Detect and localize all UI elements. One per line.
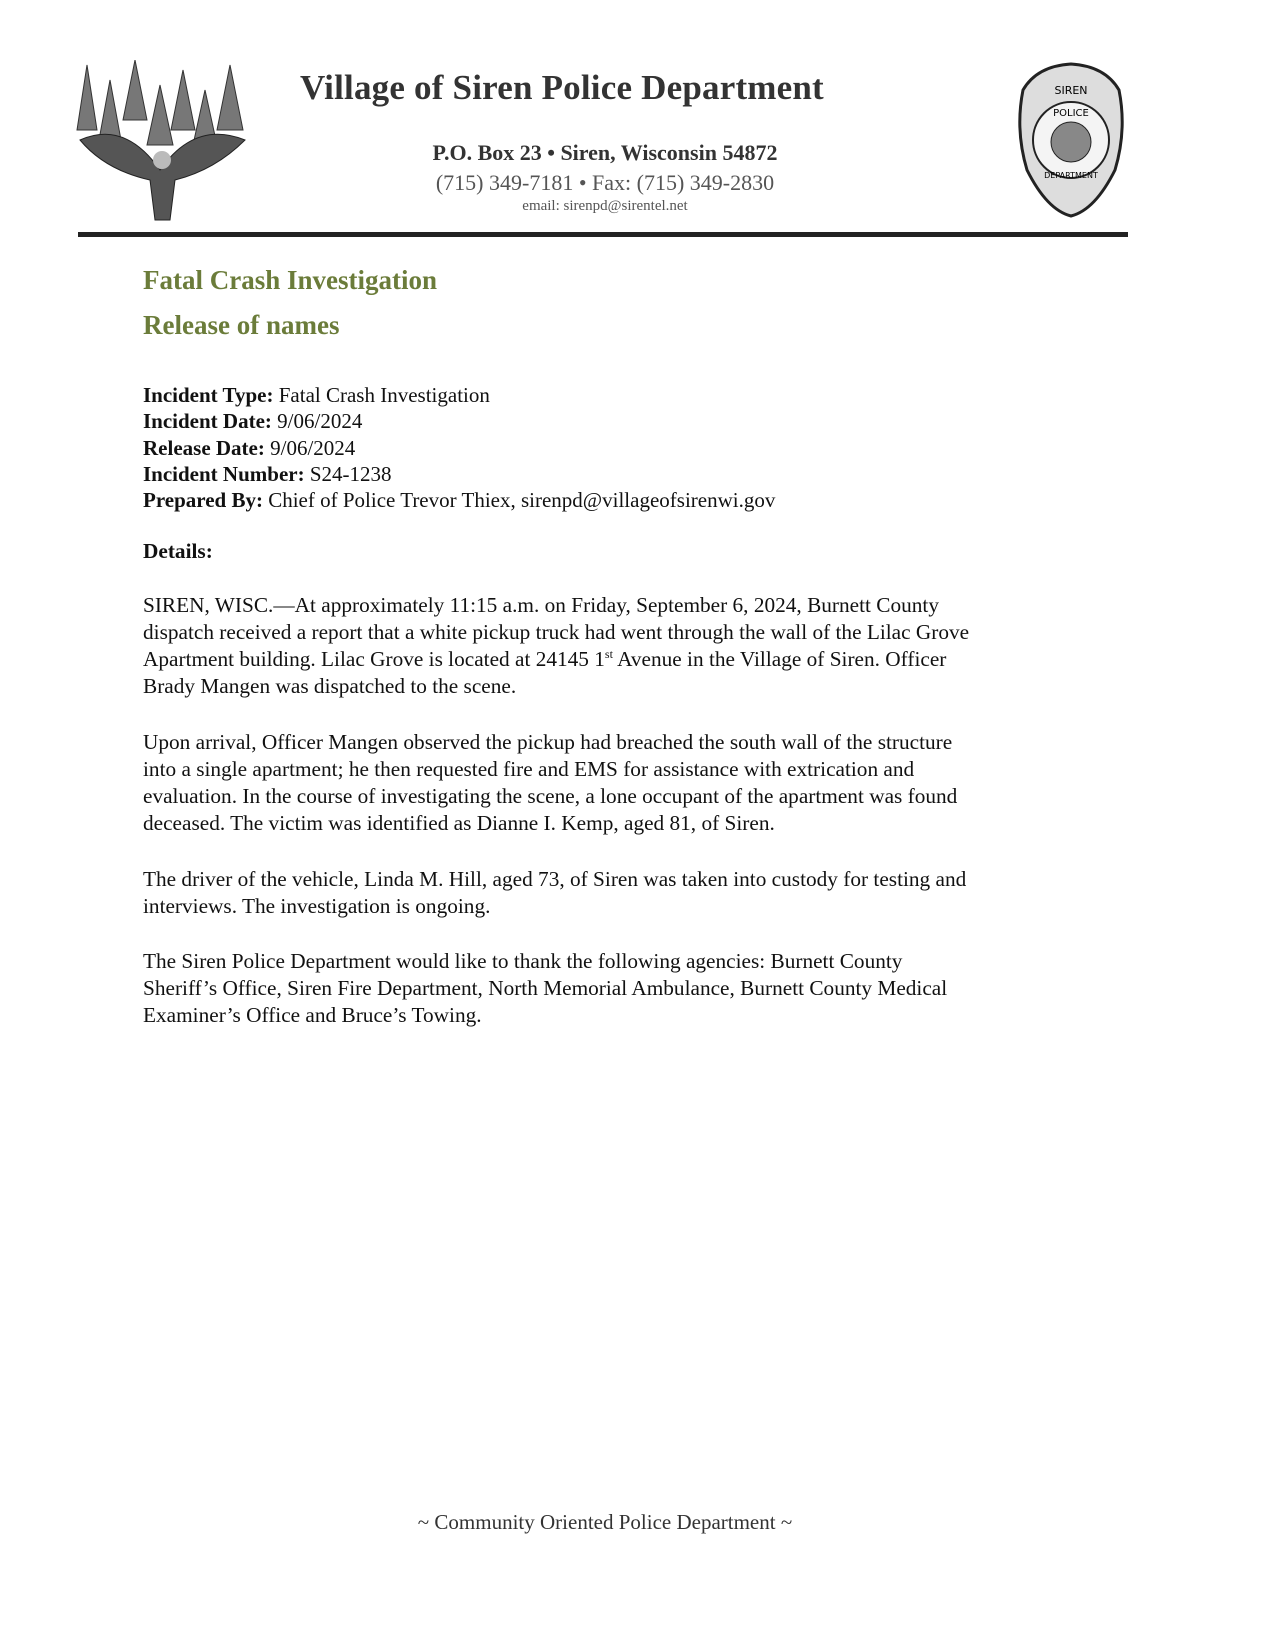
text-line: The driver of the vehicle, Linda M. Hill, aged 73, of Siren was taken into custody for testing and <box>143 867 967 891</box>
meta-prepared-by <box>143 487 775 513</box>
mailing-address: P.O. Box 23 • Siren, Wisconsin 54872 <box>432 140 778 165</box>
svg-text:SIREN: SIREN <box>1054 84 1088 97</box>
text-segment: Apartment building. Lilac Grove is located at 24145 1 <box>143 647 605 671</box>
meta-label: Incident Date: <box>143 409 272 434</box>
meta-value: 9/06/2024 <box>264 435 356 460</box>
details-label: Details: <box>143 539 213 563</box>
meta-label: Incident Type: <box>143 383 274 407</box>
meta-incident-date <box>143 408 775 434</box>
department-name: Village of Siren Police Department <box>300 68 824 107</box>
meta-value: S24-1238 <box>304 461 392 486</box>
svg-text:DEPARTMENT: DEPARTMENT <box>1044 171 1098 180</box>
meta-label: Prepared By: <box>143 488 263 513</box>
text-line: Examiner’s Office and Bruce’s Towing. <box>143 1003 482 1027</box>
meta-label: Incident Number: <box>143 461 305 486</box>
phone-fax: (715) 349-7181 • Fax: (715) 349-2830 <box>435 170 775 195</box>
text-line: dispatch received a report that a white pickup truck had went through the wall of the Lilac Grove <box>143 620 970 644</box>
paragraph-1 <box>143 592 969 700</box>
police-badge-icon <box>1015 60 1127 225</box>
document-subtitle: Release of names <box>143 310 340 340</box>
meta-incident-number <box>143 461 775 487</box>
paragraph-4 <box>143 948 947 1029</box>
meta-incident-type <box>143 382 775 408</box>
text-line: Brady Mangen was dispatched to the scene. <box>143 674 517 698</box>
text-segment: Avenue in the Village of Siren. Officer <box>612 647 947 671</box>
text-line: deceased. The victim was identified as Dianne I. Kemp, aged 81, of Siren. <box>143 811 775 835</box>
footer-motto: ~ Community Oriented Police Department ~ <box>417 1510 793 1534</box>
meta-label: Release Date: <box>143 435 265 460</box>
text-line: Upon arrival, Officer Mangen observed the pickup had breached the south wall of the structure <box>143 730 953 754</box>
svg-text:POLICE: POLICE <box>1053 108 1089 119</box>
meta-release-date <box>143 435 775 461</box>
header-divider <box>78 232 1128 237</box>
meta-value: Chief of Police Trevor Thiex, sirenpd@villageofsirenwi.gov <box>262 488 776 513</box>
text-line <box>143 646 969 673</box>
paragraph-2 <box>143 729 957 837</box>
text-line: Sheriff’s Office, Siren Fire Department, North Memorial Ambulance, Burnett County Medical <box>143 976 948 1000</box>
text-line: interviews. The investigation is ongoing. <box>143 894 491 918</box>
text-line: into a single apartment; he then requested fire and EMS for assistance with extrication and <box>143 757 915 781</box>
meta-value: 9/06/2024 <box>271 409 363 434</box>
ordinal-suffix: st <box>604 647 613 661</box>
text-line: evaluation. In the course of investigating the scene, a lone occupant of the apartment was found <box>143 784 958 808</box>
paragraph-3 <box>143 866 966 920</box>
text-line: SIREN, WISC.—At approximately 11:15 a.m. on Friday, September 6, 2024, Burnett County <box>143 593 939 617</box>
document-title: Fatal Crash Investigation <box>143 265 438 295</box>
meta-value: Fatal Crash Investigation <box>273 383 490 407</box>
email-address: email: sirenpd@sirentel.net <box>522 198 688 214</box>
incident-metadata <box>143 382 775 513</box>
text-line: The Siren Police Department would like to thank the following agencies: Burnett County <box>143 949 903 973</box>
